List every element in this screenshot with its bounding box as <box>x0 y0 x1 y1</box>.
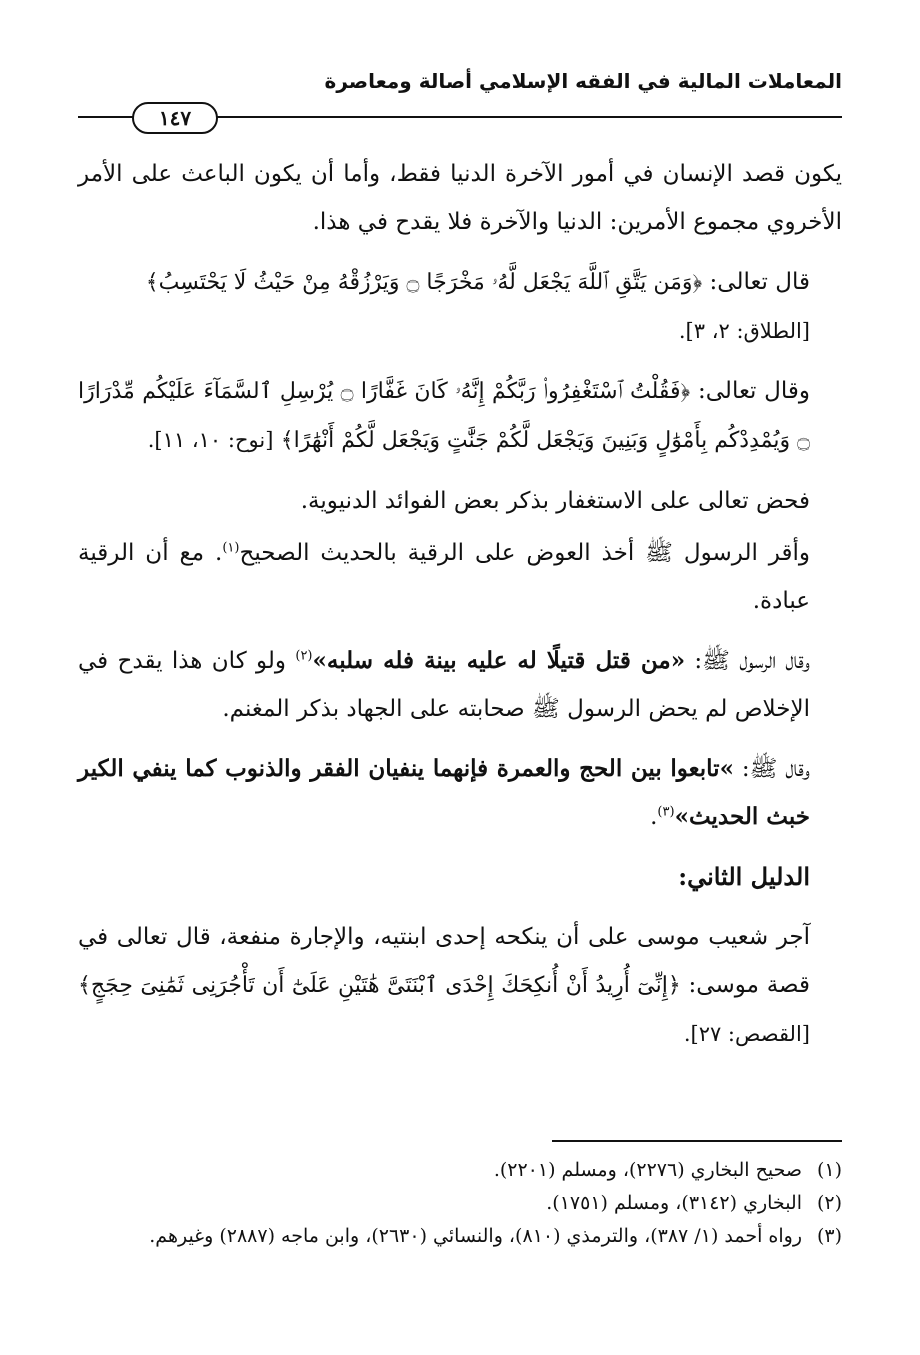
footnote-3 <box>78 1220 842 1253</box>
main-text <box>78 150 842 1070</box>
paragraph-5-text-end: . مع أن الرقية عبادة. <box>78 540 810 614</box>
quran-verse-nuh: ﴿فَقُلْتُ ٱسْتَغْفِرُوا۟ رَبَّكُمْ إِنَّهُۥ كَانَ غَفَّارًا ۝ يُرْسِلِ ٱلسَّمَآءَ عَلَيْكُم مِّدْرَارًا ۝ وَيُمْدِدْكُم بِأَمْوَٰلٍ وَبَنِينَ وَيَجْعَل لَّكُمْ جَنَّٰتٍ وَيَجْعَل لَّكُمْ أَنْهَٰرًا﴾ <box>78 379 810 453</box>
paragraph-6-intro: وقال الرسول ﷺ: <box>685 648 810 674</box>
paragraph-4 <box>78 477 842 525</box>
paragraph-4-text: فحض تعالى على الاستغفار بذكر بعض الفوائد الدنيوية. <box>300 488 810 514</box>
paragraph-7-intro: وقال ﷺ: <box>733 756 810 782</box>
page-number: ١٤٧ <box>132 102 218 134</box>
footnote-1 <box>78 1154 842 1187</box>
paragraph-8-text: آجر شعيب موسى على أن ينكحه إحدى ابنتيه، والإجارة منفعة، قال تعالى في قصة موسى: <box>78 924 810 998</box>
quran-verse-talaq: ﴿وَمَن يَتَّقِ ٱللَّهَ يَجْعَل لَّهُۥ مَخْرَجًا ۝ وَيَرْزُقْهُ مِنْ حَيْثُ لَا يَحْتَسِبُ﴾ <box>145 270 703 295</box>
paragraph-3 <box>78 367 842 465</box>
quran-verse-qasas: ﴿إِنِّىٓ أُرِيدُ أَنْ أُنكِحَكَ إِحْدَى ٱبْنَتَىَّ هَٰتَيْنِ عَلَىٰٓ أَن تَأْجُرَنِى ثَمَٰنِىَ حِجَجٍ﴾ <box>78 973 681 998</box>
paragraph-7 <box>78 745 842 841</box>
verse-reference-talaq: [الطلاق: ٢، ٣]. <box>678 319 810 343</box>
footnote-number: (٣) <box>816 1225 842 1247</box>
footnote-number: (٢) <box>816 1192 842 1214</box>
footnote-text: صحيح البخاري (٢٢٧٦)، ومسلم (٢٢٠١). <box>493 1159 802 1181</box>
footnote-text: رواه أحمد (١/ ٣٨٧)، والترمذي (٨١٠)، والنسائي (٢٦٣٠)، وابن ماجه (٢٨٨٧) وغيرهم. <box>149 1225 802 1247</box>
verse-reference-nuh: [نوح: ١٠، ١١]. <box>147 428 274 452</box>
footnote-number: (١) <box>816 1159 842 1181</box>
paragraph-2-intro: قال تعالى: <box>702 269 810 295</box>
footnotes <box>78 1154 842 1253</box>
paragraph-1-text: يكون قصد الإنسان في أمور الآخرة الدنيا فقط، وأما أن يكون الباعث على الأمر الأخروي مجموع الأمرين: الدنيا والآخرة فلا يقدح في هذا. <box>78 161 842 235</box>
paragraph-7-text-end: . <box>650 804 658 830</box>
paragraph-1 <box>78 150 842 246</box>
footnote-separator <box>552 1140 842 1142</box>
hadith-text-2: »تابعوا بين الحج والعمرة فإنهما ينفيان الفقر والذنوب كما ينفي الكير خبث الحديث» <box>78 755 810 830</box>
paragraph-5 <box>78 529 842 625</box>
paragraph-5-text: وأقر الرسول ﷺ أخذ العوض على الرقية بالحديث الصحيح <box>239 540 810 566</box>
footnote-marker-1: (١) <box>222 540 240 556</box>
paragraph-6 <box>78 637 842 733</box>
running-head-title: المعاملات المالية في الفقه الإسلامي أصالة ومعاصرة <box>324 69 842 93</box>
hadith-text-1: «من قتل قتيلًا له عليه بينة فله سلبه» <box>312 647 686 674</box>
paragraph-3-intro: وقال تعالى: <box>690 378 810 404</box>
verse-reference-qasas: [القصص: ٢٧]. <box>683 1022 810 1046</box>
footnote-marker-2: (٢) <box>295 648 313 664</box>
paragraph-6-text-end: ولو كان هذا يقدح في الإخلاص لم يحض الرسول ﷺ صحابته على الجهاد بذكر المغنم. <box>78 648 810 722</box>
footnote-text: البخاري (٣١٤٢)، ومسلم (١٧٥١). <box>546 1192 802 1214</box>
paragraph-2 <box>78 258 842 355</box>
paragraph-8 <box>78 913 842 1058</box>
footnote-2 <box>78 1187 842 1220</box>
footnote-marker-3: (٣) <box>657 804 675 820</box>
section-heading: الدليل الثاني: <box>678 862 810 891</box>
